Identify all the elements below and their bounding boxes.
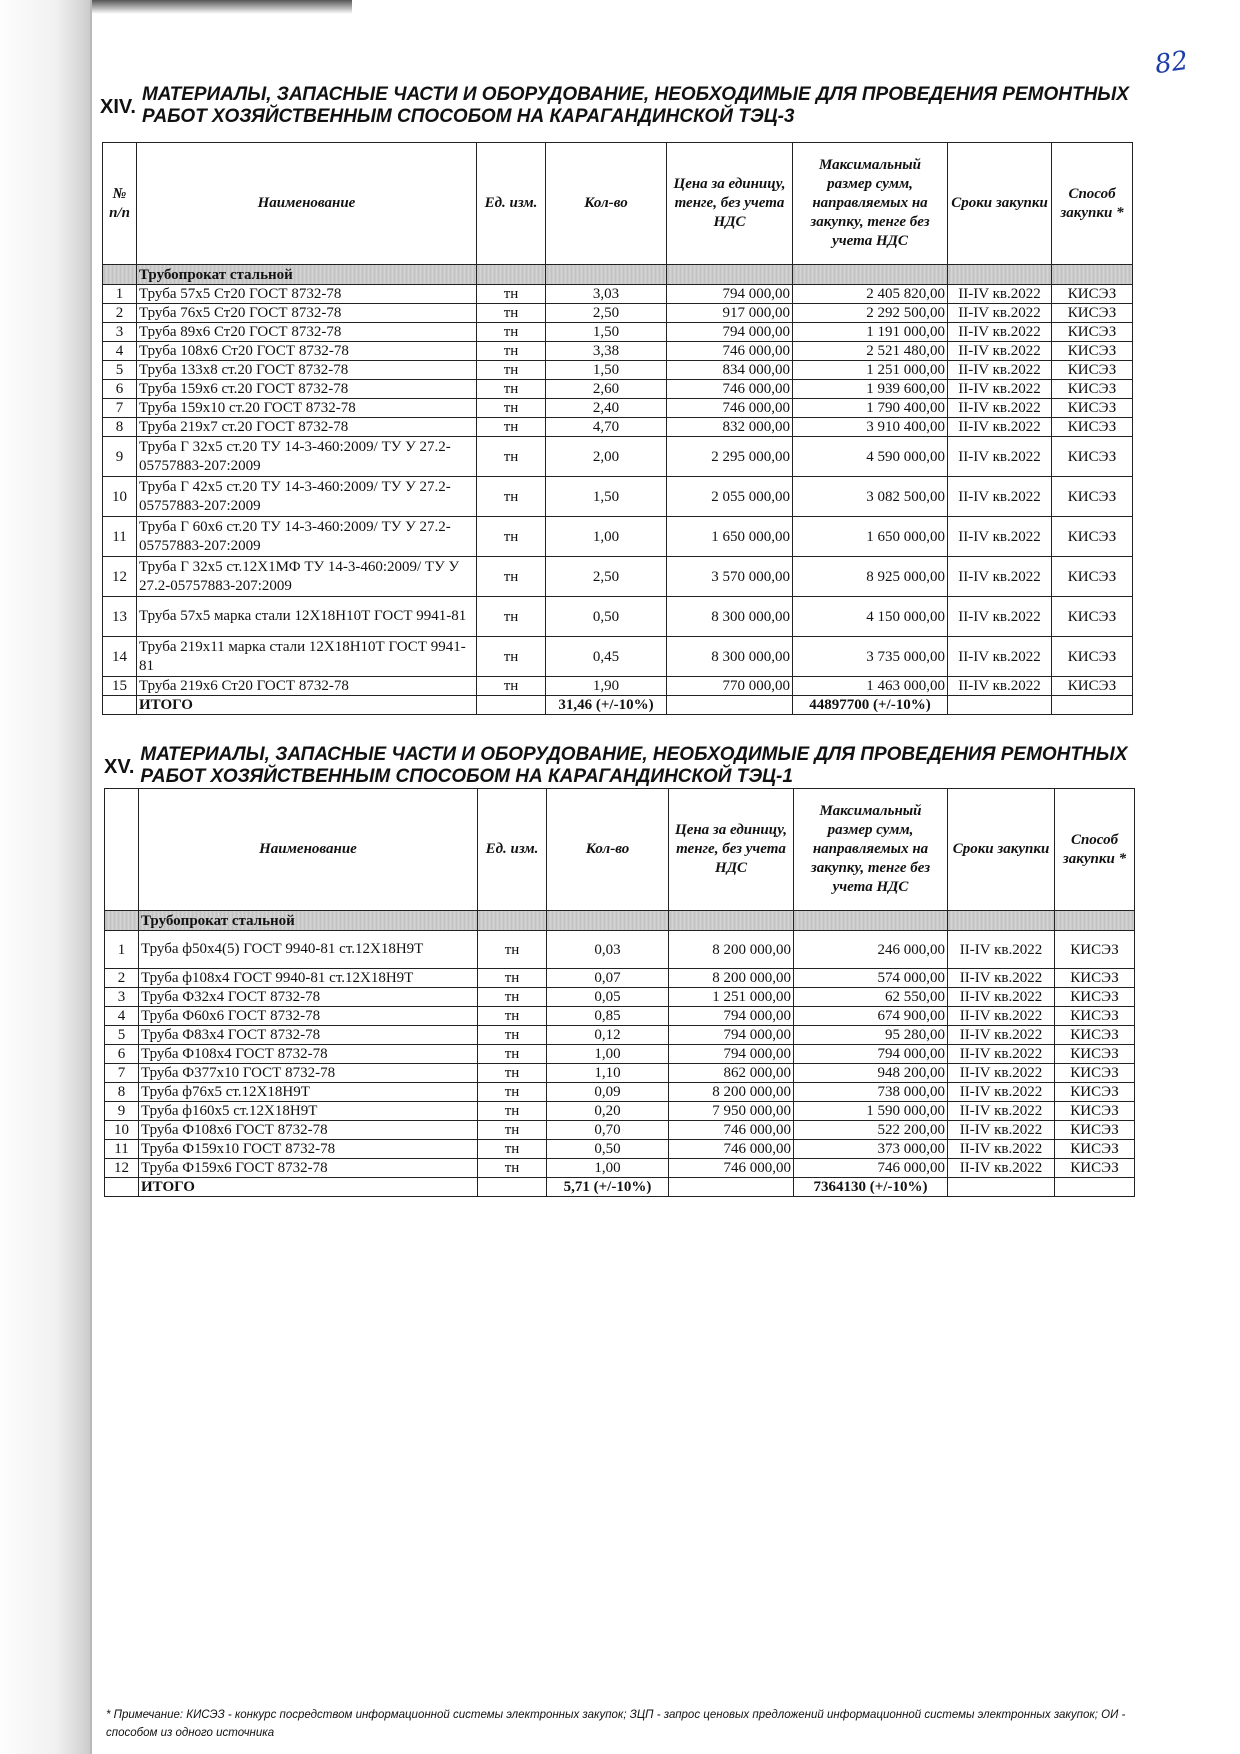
table-row	[103, 418, 1133, 437]
row-number: 5	[103, 361, 137, 380]
item-unit: тн	[477, 361, 546, 380]
item-method: КИСЭЗ	[1052, 437, 1133, 477]
table-row	[105, 1045, 1135, 1064]
item-price: 834 000,00	[667, 361, 793, 380]
item-price: 2 295 000,00	[667, 437, 793, 477]
item-name: Труба 219х6 Ст20 ГОСТ 8732-78	[137, 677, 477, 696]
item-price: 794 000,00	[667, 323, 793, 342]
item-method: КИСЭЗ	[1055, 1045, 1135, 1064]
item-sum: 1 790 400,00	[793, 399, 948, 418]
table-row	[103, 517, 1133, 557]
header-method: Способ закупки *	[1055, 789, 1135, 911]
total-sum: 7364130 (+/-10%)	[794, 1178, 948, 1197]
item-name: Труба 159х6 ст.20 ГОСТ 8732-78	[137, 380, 477, 399]
header-price: Цена за единицу, тенге, без учета НДС	[669, 789, 794, 911]
item-name: Труба Ф60х6 ГОСТ 8732-78	[139, 1007, 478, 1026]
row-number: 11	[105, 1140, 139, 1159]
table-row	[105, 1121, 1135, 1140]
item-unit: тн	[477, 677, 546, 696]
item-period: II-IV кв.2022	[948, 437, 1052, 477]
item-unit: тн	[478, 1159, 547, 1178]
row-number: 6	[103, 380, 137, 399]
item-unit: тн	[478, 1045, 547, 1064]
item-qty: 3,38	[546, 342, 667, 361]
item-qty: 0,85	[547, 1007, 669, 1026]
item-unit: тн	[478, 1102, 547, 1121]
row-number: 7	[103, 399, 137, 418]
item-sum: 574 000,00	[794, 969, 948, 988]
item-price: 746 000,00	[667, 399, 793, 418]
item-name: Труба 57х5 Ст20 ГОСТ 8732-78	[137, 285, 477, 304]
table-row	[105, 1159, 1135, 1178]
table-row	[103, 342, 1133, 361]
item-sum: 948 200,00	[794, 1064, 948, 1083]
item-qty: 3,03	[546, 285, 667, 304]
item-method: КИСЭЗ	[1052, 557, 1133, 597]
item-price: 794 000,00	[669, 1045, 794, 1064]
row-number: 12	[103, 557, 137, 597]
item-price: 2 055 000,00	[667, 477, 793, 517]
item-method: КИСЭЗ	[1052, 597, 1133, 637]
item-name: Труба 159х10 ст.20 ГОСТ 8732-78	[137, 399, 477, 418]
item-method: КИСЭЗ	[1055, 1121, 1135, 1140]
item-price: 8 200 000,00	[669, 969, 794, 988]
item-sum: 746 000,00	[794, 1159, 948, 1178]
scan-edge-shadow	[0, 0, 92, 1754]
header-price: Цена за единицу, тенге, без учета НДС	[667, 143, 793, 265]
table-row	[105, 1026, 1135, 1045]
item-method: КИСЭЗ	[1055, 931, 1135, 969]
item-period: II-IV кв.2022	[948, 1026, 1055, 1045]
table-row	[103, 361, 1133, 380]
row-number: 6	[105, 1045, 139, 1064]
total-label: ИТОГО	[139, 1178, 478, 1197]
table-row	[103, 285, 1133, 304]
row-number: 14	[103, 637, 137, 677]
item-sum: 1 939 600,00	[793, 380, 948, 399]
item-price: 862 000,00	[669, 1064, 794, 1083]
item-sum: 522 200,00	[794, 1121, 948, 1140]
item-price: 794 000,00	[669, 1026, 794, 1045]
item-period: II-IV кв.2022	[948, 323, 1052, 342]
item-method: КИСЭЗ	[1055, 1026, 1135, 1045]
item-method: КИСЭЗ	[1055, 1102, 1135, 1121]
item-unit: тн	[477, 557, 546, 597]
item-method: КИСЭЗ	[1055, 1064, 1135, 1083]
item-period: II-IV кв.2022	[948, 304, 1052, 323]
item-sum: 1 463 000,00	[793, 677, 948, 696]
item-period: II-IV кв.2022	[948, 637, 1052, 677]
item-name: Труба Г 42х5 ст.20 ТУ 14-3-460:2009/ ТУ У 27.2-05757883-207:2009	[137, 477, 477, 517]
item-price: 1 251 000,00	[669, 988, 794, 1007]
section-14-number: XIV.	[100, 96, 136, 118]
item-qty: 1,90	[546, 677, 667, 696]
item-period: II-IV кв.2022	[948, 557, 1052, 597]
item-method: КИСЭЗ	[1052, 361, 1133, 380]
header-method: Способ закупки *	[1052, 143, 1133, 265]
row-number: 1	[103, 285, 137, 304]
item-sum: 8 925 000,00	[793, 557, 948, 597]
item-method: КИСЭЗ	[1055, 1140, 1135, 1159]
item-sum: 1 191 000,00	[793, 323, 948, 342]
header-max-sum: Максимальный размер сумм, направляемых на закупку, тенге без учета НДС	[794, 789, 948, 911]
item-sum: 738 000,00	[794, 1083, 948, 1102]
item-unit: тн	[477, 380, 546, 399]
handwritten-page-number: 82	[1153, 45, 1191, 81]
header-unit: Ед. изм.	[477, 143, 546, 265]
item-period: II-IV кв.2022	[948, 969, 1055, 988]
section-14-title: МАТЕРИАЛЫ, ЗАПАСНЫЕ ЧАСТИ И ОБОРУДОВАНИЕ, НЕОБХОДИМЫЕ ДЛЯ ПРОВЕДЕНИЯ РЕМОНТНЫХ РАБОТ ХОЗЯЙСТВЕННЫМ СПОСОБОМ НА КАРАГАНДИНСКОЙ ТЭЦ-3	[141, 84, 1129, 127]
header-period: Сроки закупки	[948, 143, 1052, 265]
item-name: Труба ф50х4(5) ГОСТ 9940-81 ст.12Х18Н9Т	[139, 931, 478, 969]
item-sum: 4 590 000,00	[793, 437, 948, 477]
item-period: II-IV кв.2022	[948, 1045, 1055, 1064]
row-number: 3	[105, 988, 139, 1007]
item-price: 746 000,00	[667, 380, 793, 399]
item-name: Труба Ф32х4 ГОСТ 8732-78	[139, 988, 478, 1007]
item-qty: 1,50	[546, 477, 667, 517]
table-row	[103, 304, 1133, 323]
item-qty: 0,70	[547, 1121, 669, 1140]
item-unit: тн	[478, 969, 547, 988]
category-label: Трубопрокат стальной	[139, 911, 478, 931]
item-price: 8 200 000,00	[669, 931, 794, 969]
item-period: II-IV кв.2022	[948, 597, 1052, 637]
item-period: II-IV кв.2022	[948, 342, 1052, 361]
total-qty: 31,46 (+/-10%)	[546, 696, 667, 715]
total-row	[105, 1178, 1135, 1197]
item-qty: 1,00	[547, 1159, 669, 1178]
table-row	[103, 323, 1133, 342]
section-14-heading	[100, 84, 1130, 128]
total-row	[103, 696, 1133, 715]
item-method: КИСЭЗ	[1055, 969, 1135, 988]
item-method: КИСЭЗ	[1055, 1159, 1135, 1178]
table-row	[105, 1083, 1135, 1102]
table-row	[105, 969, 1135, 988]
item-sum: 1 650 000,00	[793, 517, 948, 557]
row-number: 2	[105, 969, 139, 988]
item-period: II-IV кв.2022	[948, 1083, 1055, 1102]
item-qty: 0,20	[547, 1102, 669, 1121]
item-name: Труба ф108х4 ГОСТ 9940-81 ст.12Х18Н9Т	[139, 969, 478, 988]
item-qty: 2,50	[546, 304, 667, 323]
category-label: Трубопрокат стальной	[137, 265, 477, 285]
item-period: II-IV кв.2022	[948, 1121, 1055, 1140]
item-qty: 0,12	[547, 1026, 669, 1045]
item-period: II-IV кв.2022	[948, 399, 1052, 418]
row-number: 4	[103, 342, 137, 361]
section-14-table	[102, 142, 1133, 715]
row-number: 10	[103, 477, 137, 517]
item-period: II-IV кв.2022	[948, 1064, 1055, 1083]
item-qty: 2,60	[546, 380, 667, 399]
item-price: 794 000,00	[667, 285, 793, 304]
item-method: КИСЭЗ	[1052, 517, 1133, 557]
item-method: КИСЭЗ	[1052, 399, 1133, 418]
item-sum: 1 590 000,00	[794, 1102, 948, 1121]
table-row	[103, 477, 1133, 517]
table-row	[105, 1102, 1135, 1121]
item-name: Труба Ф83х4 ГОСТ 8732-78	[139, 1026, 478, 1045]
item-method: КИСЭЗ	[1052, 323, 1133, 342]
item-price: 8 200 000,00	[669, 1083, 794, 1102]
item-method: КИСЭЗ	[1055, 1083, 1135, 1102]
footnote: * Примечание: КИСЭЗ - конкурс посредством информационной системы электронных закупок; ЗЦП - запрос ценовых предложений информационной системы электронных закупок; ОИ - способом из одного источника	[106, 1709, 1126, 1739]
header-name: Наименование	[137, 143, 477, 265]
section-15-heading	[104, 744, 1134, 788]
item-sum: 95 280,00	[794, 1026, 948, 1045]
item-period: II-IV кв.2022	[948, 418, 1052, 437]
item-qty: 2,40	[546, 399, 667, 418]
item-sum: 2 292 500,00	[793, 304, 948, 323]
header-num-empty	[105, 789, 139, 911]
item-unit: тн	[477, 517, 546, 557]
item-name: Труба Ф159х10 ГОСТ 8732-78	[139, 1140, 478, 1159]
item-price: 8 300 000,00	[667, 637, 793, 677]
item-method: КИСЭЗ	[1052, 677, 1133, 696]
row-number: 9	[103, 437, 137, 477]
item-name: Труба 108х6 Ст20 ГОСТ 8732-78	[137, 342, 477, 361]
header-qty: Кол-во	[547, 789, 669, 911]
item-sum: 794 000,00	[794, 1045, 948, 1064]
item-qty: 1,50	[546, 323, 667, 342]
header-num: № п/п	[103, 143, 137, 265]
table-row	[105, 1064, 1135, 1083]
item-name: Труба Ф159х6 ГОСТ 8732-78	[139, 1159, 478, 1178]
item-unit: тн	[478, 1064, 547, 1083]
item-method: КИСЭЗ	[1052, 418, 1133, 437]
table-row	[103, 597, 1133, 637]
item-qty: 1,00	[546, 517, 667, 557]
item-method: КИСЭЗ	[1052, 304, 1133, 323]
item-unit: тн	[477, 304, 546, 323]
item-method: КИСЭЗ	[1052, 380, 1133, 399]
item-name: Труба 89х6 Ст20 ГОСТ 8732-78	[137, 323, 477, 342]
item-price: 7 950 000,00	[669, 1102, 794, 1121]
row-number: 2	[103, 304, 137, 323]
item-price: 832 000,00	[667, 418, 793, 437]
item-unit: тн	[477, 637, 546, 677]
item-unit: тн	[477, 285, 546, 304]
table-row	[105, 931, 1135, 969]
item-price: 746 000,00	[667, 342, 793, 361]
table-row	[105, 988, 1135, 1007]
item-name: Труба 76х5 Ст20 ГОСТ 8732-78	[137, 304, 477, 323]
item-price: 746 000,00	[669, 1121, 794, 1140]
item-qty: 0,45	[546, 637, 667, 677]
row-number: 1	[105, 931, 139, 969]
row-number: 11	[103, 517, 137, 557]
item-qty: 2,00	[546, 437, 667, 477]
item-method: КИСЭЗ	[1055, 1007, 1135, 1026]
item-period: II-IV кв.2022	[948, 380, 1052, 399]
item-period: II-IV кв.2022	[948, 1140, 1055, 1159]
item-unit: тн	[477, 342, 546, 361]
item-sum: 4 150 000,00	[793, 597, 948, 637]
item-period: II-IV кв.2022	[948, 1159, 1055, 1178]
row-number: 4	[105, 1007, 139, 1026]
header-qty: Кол-во	[546, 143, 667, 265]
table-row	[103, 399, 1133, 418]
scan-top-artifact	[92, 0, 352, 14]
item-method: КИСЭЗ	[1052, 342, 1133, 361]
item-unit: тн	[477, 418, 546, 437]
item-price: 770 000,00	[667, 677, 793, 696]
item-name: Труба Ф377х10 ГОСТ 8732-78	[139, 1064, 478, 1083]
table-row	[103, 557, 1133, 597]
item-qty: 0,50	[546, 597, 667, 637]
row-number: 8	[105, 1083, 139, 1102]
item-unit: тн	[478, 988, 547, 1007]
header-max-sum: Максимальный размер сумм, направляемых на закупку, тенге без учета НДС	[793, 143, 948, 265]
table-row	[103, 637, 1133, 677]
item-period: II-IV кв.2022	[948, 477, 1052, 517]
item-price: 3 570 000,00	[667, 557, 793, 597]
row-number: 9	[105, 1102, 139, 1121]
item-name: Труба 219х7 ст.20 ГОСТ 8732-78	[137, 418, 477, 437]
item-method: КИСЭЗ	[1052, 285, 1133, 304]
item-price: 746 000,00	[669, 1140, 794, 1159]
item-period: II-IV кв.2022	[948, 517, 1052, 557]
item-sum: 3 082 500,00	[793, 477, 948, 517]
item-period: II-IV кв.2022	[948, 988, 1055, 1007]
item-price: 794 000,00	[669, 1007, 794, 1026]
item-method: КИСЭЗ	[1052, 637, 1133, 677]
item-unit: тн	[477, 399, 546, 418]
row-number: 12	[105, 1159, 139, 1178]
item-name: Труба 57х5 марка стали 12Х18Н10Т ГОСТ 9941-81	[137, 597, 477, 637]
header-unit: Ед. изм.	[478, 789, 547, 911]
item-period: II-IV кв.2022	[948, 285, 1052, 304]
item-name: Труба Г 32х5 ст.12Х1МФ ТУ 14-3-460:2009/ ТУ У 27.2-05757883-207:2009	[137, 557, 477, 597]
item-qty: 4,70	[546, 418, 667, 437]
item-price: 746 000,00	[669, 1159, 794, 1178]
table-row	[103, 380, 1133, 399]
category-row	[103, 265, 1133, 285]
table-row	[105, 1007, 1135, 1026]
item-name: Труба 219х11 марка стали 12Х18Н10Т ГОСТ 9941-81	[137, 637, 477, 677]
item-period: II-IV кв.2022	[948, 1102, 1055, 1121]
item-period: II-IV кв.2022	[948, 677, 1052, 696]
table-row	[105, 1140, 1135, 1159]
item-price: 917 000,00	[667, 304, 793, 323]
item-sum: 373 000,00	[794, 1140, 948, 1159]
row-number: 8	[103, 418, 137, 437]
row-number: 5	[105, 1026, 139, 1045]
row-number: 7	[105, 1064, 139, 1083]
row-number: 13	[103, 597, 137, 637]
item-name: Труба Г 32х5 ст.20 ТУ 14-3-460:2009/ ТУ У 27.2-05757883-207:2009	[137, 437, 477, 477]
item-method: КИСЭЗ	[1055, 988, 1135, 1007]
total-qty: 5,71 (+/-10%)	[547, 1178, 669, 1197]
row-number: 10	[105, 1121, 139, 1140]
item-sum: 3 735 000,00	[793, 637, 948, 677]
item-name: Труба 133х8 ст.20 ГОСТ 8732-78	[137, 361, 477, 380]
section-15-number: XV.	[104, 756, 135, 778]
item-qty: 0,09	[547, 1083, 669, 1102]
item-period: II-IV кв.2022	[948, 361, 1052, 380]
item-qty: 1,00	[547, 1045, 669, 1064]
header-period: Сроки закупки	[948, 789, 1055, 911]
total-sum: 44897700 (+/-10%)	[793, 696, 948, 715]
item-unit: тн	[478, 1007, 547, 1026]
item-period: II-IV кв.2022	[948, 1007, 1055, 1026]
item-sum: 2 521 480,00	[793, 342, 948, 361]
item-unit: тн	[478, 1121, 547, 1140]
item-unit: тн	[477, 477, 546, 517]
item-method: КИСЭЗ	[1052, 477, 1133, 517]
item-qty: 0,03	[547, 931, 669, 969]
item-sum: 1 251 000,00	[793, 361, 948, 380]
item-name: Труба ф160х5 ст.12Х18Н9Т	[139, 1102, 478, 1121]
item-qty: 1,10	[547, 1064, 669, 1083]
item-unit: тн	[478, 1026, 547, 1045]
item-name: Труба Ф108х6 ГОСТ 8732-78	[139, 1121, 478, 1140]
item-unit: тн	[478, 931, 547, 969]
item-qty: 0,07	[547, 969, 669, 988]
item-name: Труба Ф108х4 ГОСТ 8732-78	[139, 1045, 478, 1064]
item-unit: тн	[477, 597, 546, 637]
item-period: II-IV кв.2022	[948, 931, 1055, 969]
table-row	[103, 437, 1133, 477]
item-unit: тн	[478, 1083, 547, 1102]
item-sum: 674 900,00	[794, 1007, 948, 1026]
section-15-table	[104, 788, 1135, 1197]
item-unit: тн	[478, 1140, 547, 1159]
table-row	[103, 677, 1133, 696]
item-name: Труба Г 60х6 ст.20 ТУ 14-3-460:2009/ ТУ У 27.2-05757883-207:2009	[137, 517, 477, 557]
item-qty: 1,50	[546, 361, 667, 380]
item-qty: 0,05	[547, 988, 669, 1007]
item-qty: 2,50	[546, 557, 667, 597]
item-unit: тн	[477, 437, 546, 477]
item-sum: 2 405 820,00	[793, 285, 948, 304]
row-number: 15	[103, 677, 137, 696]
category-row	[105, 911, 1135, 931]
item-unit: тн	[477, 323, 546, 342]
row-number: 3	[103, 323, 137, 342]
item-sum: 3 910 400,00	[793, 418, 948, 437]
header-name: Наименование	[139, 789, 478, 911]
item-price: 1 650 000,00	[667, 517, 793, 557]
section-15-title: МАТЕРИАЛЫ, ЗАПАСНЫЕ ЧАСТИ И ОБОРУДОВАНИЕ, НЕОБХОДИМЫЕ ДЛЯ ПРОВЕДЕНИЯ РЕМОНТНЫХ РАБОТ ХОЗЯЙСТВЕННЫМ СПОСОБОМ НА КАРАГАНДИНСКОЙ ТЭЦ-1	[140, 744, 1128, 787]
item-price: 8 300 000,00	[667, 597, 793, 637]
total-label: ИТОГО	[137, 696, 477, 715]
item-sum: 62 550,00	[794, 988, 948, 1007]
item-sum: 246 000,00	[794, 931, 948, 969]
item-qty: 0,50	[547, 1140, 669, 1159]
item-name: Труба ф76х5 ст.12Х18Н9Т	[139, 1083, 478, 1102]
